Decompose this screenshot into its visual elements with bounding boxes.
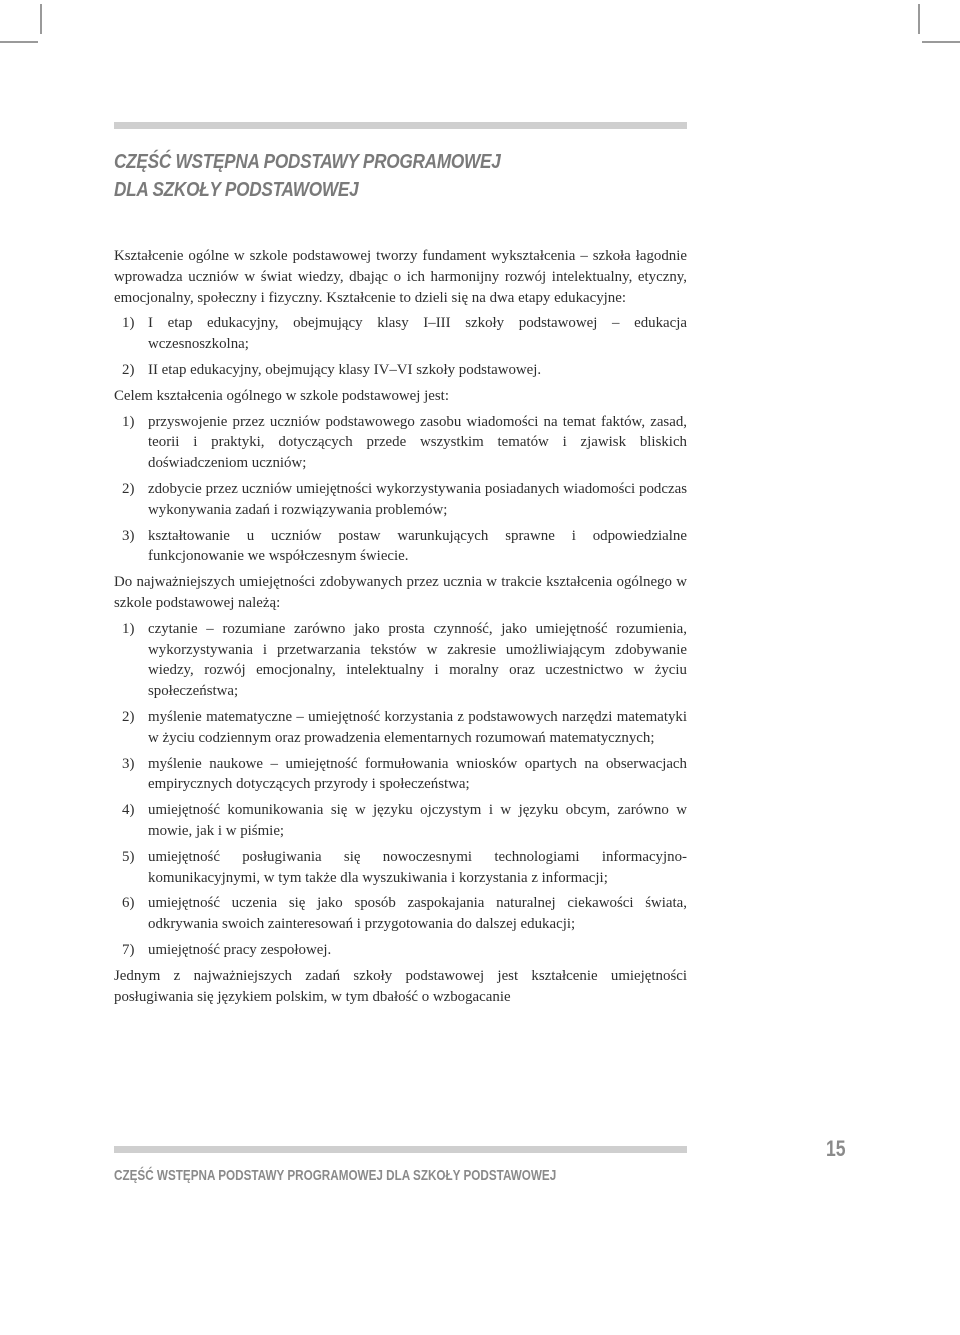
list-item: 1) czytanie – rozumiane zarówno jako prosta czynność, jako umiejętność rozumienia, wykorzystywania i przetwarzania tekstów w zakresie umożliwiającym zdobywanie wiedzy, rozwój emocjonalny, intelektualny i moralny oraz uczestnictwo w życiu społeczeństwa; bbox=[122, 620, 687, 700]
list-item: 5) umiejętność posługiwania się nowoczesnymi technologiami informacyjno-komunikacyjnymi, w tym także dla wyszukiwania i korzystania z informacji; bbox=[122, 848, 687, 886]
list-item: 7) umiejętność pracy zespołowej. bbox=[122, 941, 332, 958]
page-number: 15 bbox=[826, 1136, 846, 1161]
goals-intro: Celem kształcenia ogólnego w szkole podstawowej jest: bbox=[114, 387, 449, 404]
goals-list bbox=[114, 412, 687, 568]
list-item: 3) myślenie naukowe – umiejętność formułowania wniosków opartych na obserwacjach empirycznych dotyczących przyrody i społeczeństwa; bbox=[122, 755, 687, 793]
crop-mark bbox=[918, 4, 920, 34]
page-heading bbox=[114, 148, 607, 204]
skills-list bbox=[114, 619, 687, 961]
list-item: 2) zdobycie przez uczniów umiejętności wykorzystywania posiadanych wiadomości podczas wykonywania zadań i rozwiązywania problemów; bbox=[122, 480, 687, 518]
list-item: 1) I etap edukacyjny, obejmujący klasy I–III szkoły podstawowej – edukacja wczesnoszkolna; bbox=[122, 315, 687, 353]
list-item: 6) umiejętność uczenia się jako sposób zaspokajania naturalnej ciekawości świata, odkrywania swoich zainteresowań i przygotowania do dalszej edukacji; bbox=[122, 895, 687, 933]
skills-intro: Do najważniejszych umiejętności zdobywanych przez ucznia w trakcie kształcenia ogólnego w szkole podstawowej należą: bbox=[114, 574, 687, 611]
crop-mark bbox=[922, 41, 960, 43]
list-item: 4) umiejętność komunikowania się w języku ojczystym i w języku obcym, zarówno w mowie, jak i w piśmie; bbox=[122, 802, 687, 839]
crop-mark bbox=[0, 41, 38, 43]
list-item: 1) przyswojenie przez uczniów podstawowego zasobu wiadomości na temat faktów, zasad, teorii i praktyki, dotyczących przede wszystkim tematów i zjawisk bliskich doświadczeniom uczniów; bbox=[122, 413, 687, 472]
list-item: 2) II etap edukacyjny, obejmujący klasy IV–VI szkoły podstawowej. bbox=[122, 361, 542, 378]
list-item: 2) myślenie matematyczne – umiejętność korzystania z podstawowych narzędzi matematyki w życiu codziennym oraz prowadzenia elementarnych rozumowań matematycznych; bbox=[122, 708, 687, 746]
header-rule bbox=[114, 122, 687, 129]
list-item: 3) kształtowanie u uczniów postaw warunkujących sprawne i odpowiedzialne funkcjonowanie we współczesnym świecie. bbox=[122, 527, 687, 565]
crop-mark bbox=[40, 4, 42, 34]
closing-paragraph: Jednym z najważniejszych zadań szkoły podstawowej jest kształcenie umiejętności posługiwania się językiem polskim, w tym dbałość o wzbogacanie bbox=[114, 967, 687, 1005]
footer-rule bbox=[114, 1146, 687, 1153]
stages-list bbox=[114, 313, 687, 380]
heading-line-1: CZĘŚĆ WSTĘPNA PODSTAWY PROGRAMOWEJ bbox=[114, 151, 501, 173]
main-content bbox=[114, 246, 687, 1007]
footer-title: CZĘŚĆ WSTĘPNA PODSTAWY PROGRAMOWEJ DLA SZKOŁY PODSTAWOWEJ bbox=[114, 1167, 557, 1184]
intro-paragraph: Kształcenie ogólne w szkole podstawowej tworzy fundament wykształcenia – szkoła łagodnie wprowadza uczniów w świat wiedzy, dbając o ich harmonijny rozwój intelektualny, etyczny, emocjonalny, społeczny i fizyczny. Kształcenie to dzieli się na dwa etapy edukacyjne: bbox=[114, 248, 687, 306]
heading-line-2: DLA SZKOŁY PODSTAWOWEJ bbox=[114, 179, 359, 201]
